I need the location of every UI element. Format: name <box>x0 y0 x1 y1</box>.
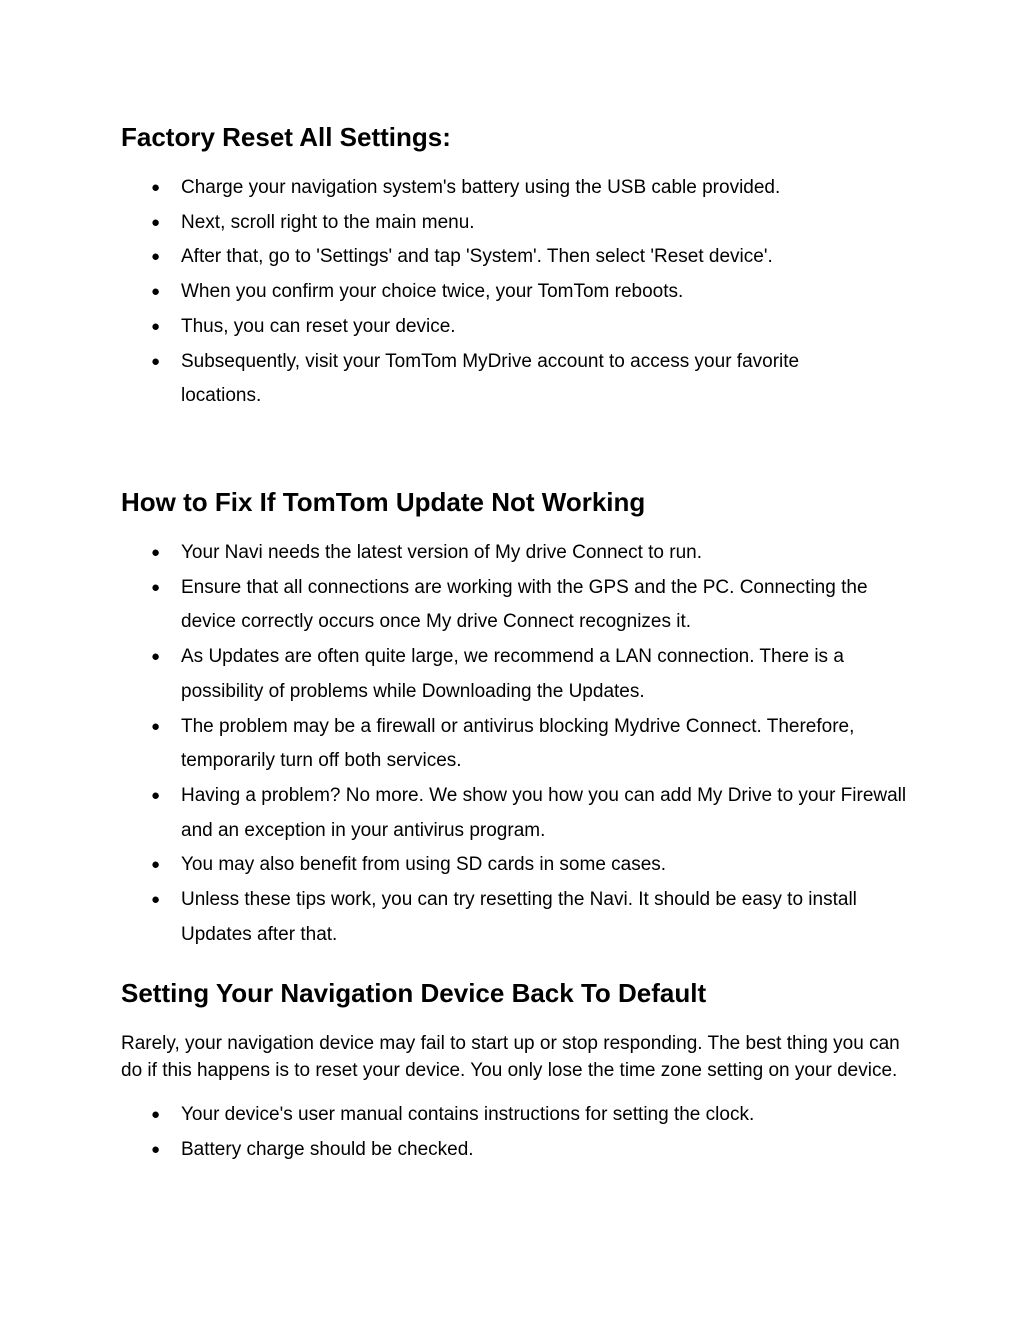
section-heading: Factory Reset All Settings: <box>121 122 451 152</box>
list-item-text: Your device's user manual contains instructions for setting the clock. <box>181 1104 755 1125</box>
bullet-icon: ● <box>151 352 161 370</box>
bullet-icon: ● <box>151 179 161 196</box>
section-heading: How to Fix If TomTom Update Not Working <box>121 487 646 517</box>
bullet-icon: ● <box>151 1106 161 1123</box>
list-item <box>121 883 911 952</box>
list-item <box>121 345 841 414</box>
list-item <box>121 240 841 275</box>
list-item-text: Your Navi needs the latest version of My drive Connect to run. <box>181 542 703 563</box>
bullet-list <box>121 1098 911 1167</box>
list-item <box>121 1133 911 1168</box>
list-item-text: Subsequently, visit your TomTom MyDrive account to access your favorite locations. <box>181 350 800 407</box>
list-item-text: Unless these tips work, you can try resetting the Navi. It should be easy to install Updates after that. <box>181 889 857 945</box>
bullet-icon: ● <box>151 786 161 804</box>
list-item <box>121 206 841 241</box>
section-paragraph: Rarely, your navigation device may fail to start up or stop responding. The best thing you can do if this happens is to reset your device. You only lose the time zone setting on your device. <box>121 1033 900 1081</box>
section-factory-reset <box>121 121 911 414</box>
list-item-text: Battery charge should be checked. <box>181 1138 474 1160</box>
bullet-icon: ● <box>151 648 161 666</box>
list-item <box>121 848 911 883</box>
bullet-icon: ● <box>151 891 161 909</box>
section-heading: Setting Your Navigation Device Back To Default <box>121 978 707 1008</box>
section-update-not-working <box>121 486 911 952</box>
list-item-text: After that, go to 'Settings' and tap 'System'. Then select 'Reset device'. <box>181 246 773 268</box>
bullet-icon: ● <box>151 578 161 596</box>
bullet-icon: ● <box>151 248 161 266</box>
bullet-icon: ● <box>151 856 161 874</box>
bullet-icon: ● <box>151 317 161 335</box>
bullet-list <box>121 536 911 952</box>
list-item-text: Next, scroll right to the main menu. <box>181 211 475 233</box>
list-item <box>121 310 841 345</box>
list-item <box>121 1098 911 1133</box>
section-set-default <box>121 977 911 1167</box>
list-item <box>121 779 911 848</box>
list-item <box>121 640 911 709</box>
bullet-icon: ● <box>151 717 161 735</box>
bullet-icon: ● <box>151 544 161 561</box>
bullet-icon: ● <box>151 283 161 301</box>
list-item <box>121 571 911 640</box>
list-item-text: The problem may be a firewall or antivirus blocking Mydrive Connect. Therefore, temporarily turn off both services. <box>181 715 855 772</box>
list-item-text: Having a problem? No more. We show you how you can add My Drive to your Firewall and an exception in your antivirus program. <box>181 784 907 841</box>
list-item-text: Charge your navigation system's battery using the USB cable provided. <box>181 177 781 198</box>
list-item <box>121 536 911 571</box>
bullet-icon: ● <box>151 213 161 231</box>
list-item-text: You may also benefit from using SD cards in some cases. <box>181 854 667 876</box>
bullet-list <box>121 171 841 414</box>
list-item <box>121 171 841 206</box>
list-item-text: Ensure that all connections are working with the GPS and the PC. Connecting the device correctly occurs once My drive Connect recognizes it. <box>181 576 868 633</box>
list-item <box>121 710 911 779</box>
bullet-icon: ● <box>151 1140 161 1158</box>
list-item-text: As Updates are often quite large, we recommend a LAN connection. There is a possibility of problems while Downloading the Updates. <box>181 646 844 702</box>
list-item-text: Thus, you can reset your device. <box>181 315 456 337</box>
list-item <box>121 275 841 310</box>
list-item-text: When you confirm your choice twice, your TomTom reboots. <box>181 281 684 303</box>
